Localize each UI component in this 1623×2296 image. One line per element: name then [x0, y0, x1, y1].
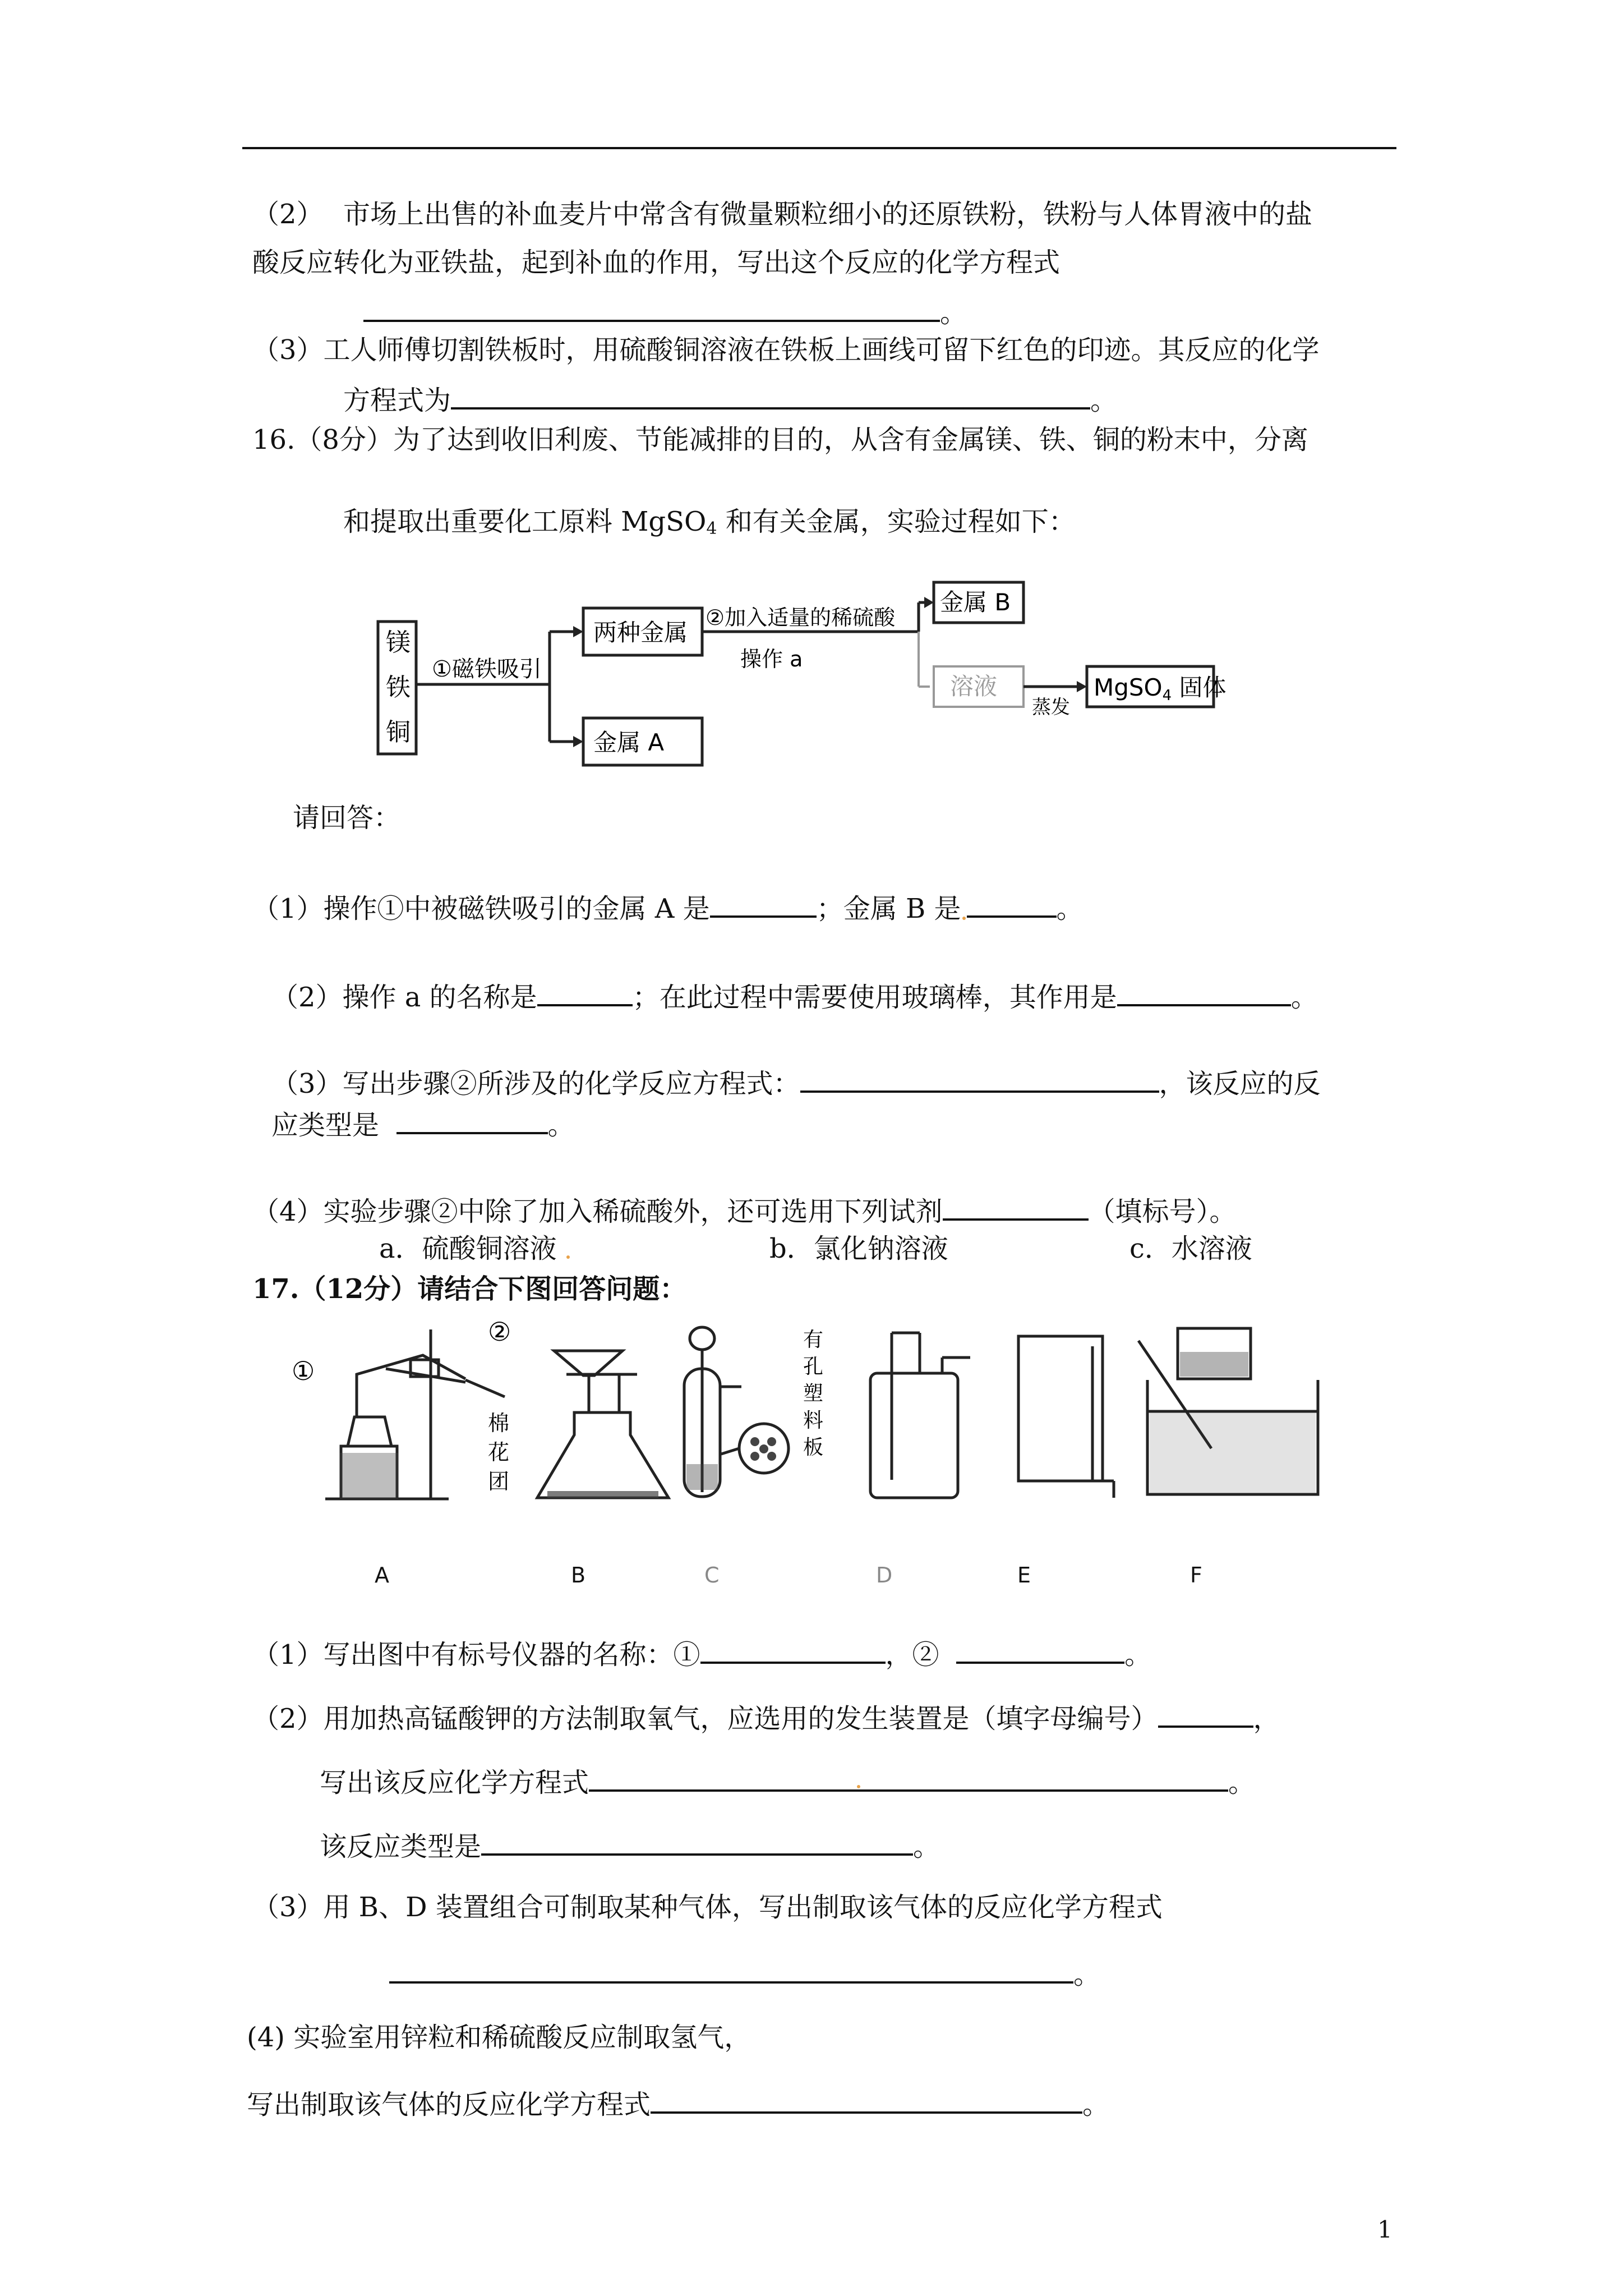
q17-sub2-line2: 写出该反应化学方程式 。	[320, 1761, 1255, 1801]
q16-option-c: c．水溶液	[1129, 1233, 1252, 1264]
q16-sub1: （1）操作①中被磁铁吸引的金属 A 是 ；金属 B 是 。	[252, 887, 1083, 927]
q17-sub1: （1）写出图中有标号仪器的名称：① ，② 。	[252, 1634, 1151, 1673]
flow-evaporate: 蒸发	[1032, 696, 1070, 719]
plate-label-5: 板	[803, 1436, 824, 1459]
q15-part3-line1: （3）工人师傅切割铁板时，用硫酸铜溶液在铁板上画线可留下红色的印迹。其反应的化学	[252, 334, 1320, 366]
q17-apparatus-figure	[280, 1313, 1324, 1526]
q15-part2-line2: 酸反应转化为亚铁盐，起到补血的作用，写出这个反应的化学方程式	[252, 247, 1061, 278]
q15-part2-answer-line: 。	[363, 292, 967, 331]
flow-two-metals: 两种金属	[593, 619, 688, 646]
plate-label-1: 有	[803, 1328, 824, 1351]
q17-sub3-answer-line: 。	[389, 1953, 1100, 1993]
q16-option-b: b．氯化钠溶液	[769, 1233, 948, 1264]
q16-intro: 和提取出重要化工原料 MgSO$_4$ 和有关金属，实验过程如下：	[343, 506, 1076, 539]
flow-start-2: 铁	[386, 673, 411, 702]
q15-part3-line2: 方程式为 。	[343, 379, 1117, 418]
caption-d: D	[876, 1563, 893, 1588]
plate-label-2: 孔	[803, 1355, 824, 1378]
plate-label-3: 塑	[803, 1382, 824, 1405]
apparatus-label-1: ①	[292, 1356, 315, 1386]
q17-sub2-line3: 该反应类型是 。	[320, 1825, 940, 1865]
q16-flowchart	[370, 567, 1245, 791]
apparatus-label-2: ②	[488, 1317, 511, 1347]
flow-product: MgSO4 固体	[1094, 674, 1227, 704]
q17-sub2-line1: （2）用加热高锰酸钾的方法制取氧气，应选用的发生装置是（填字母编号） ，	[252, 1697, 1280, 1737]
flow-solution: 溶液	[950, 673, 998, 700]
q16-heading: 16.（8分）为了达到收旧利废、节能减排的目的，从含有金属镁、铁、铜的粉末中，分离	[252, 424, 1308, 455]
q17-sub3-line1: （3）用 B、D 装置组合可制取某种气体，写出制取该气体的反应化学方程式	[252, 1892, 1163, 1923]
cotton-label-3: 团	[488, 1469, 510, 1494]
q16-sub3-line1: （3）写出步骤②所涉及的化学反应方程式： ，该反应的反	[271, 1062, 1321, 1102]
q16-answer-prompt: 请回答：	[293, 802, 401, 834]
flow-op-a: 操作 a	[740, 647, 803, 671]
q16-sub4: （4）实验步骤②中除了加入稀硫酸外，还可选用下列试剂 （填标号）。	[252, 1190, 1237, 1230]
caption-b: B	[571, 1563, 586, 1588]
plate-label-4: 料	[803, 1409, 824, 1432]
q16-sub2: （2）操作 a 的名称是 ；在此过程中需要使用玻璃棒，其作用是 。	[271, 976, 1318, 1015]
cotton-label-2: 花	[488, 1440, 510, 1465]
q15-part2-number: （2）	[252, 199, 324, 230]
caption-c: C	[704, 1563, 720, 1588]
flow-start-1: 镁	[386, 628, 411, 657]
page-number: 1	[1377, 2216, 1393, 2243]
q17-sub4-line2: 写出制取该气体的反应化学方程式 。	[247, 2083, 1109, 2123]
flow-step1: ①磁铁吸引	[432, 656, 542, 682]
cotton-label-1: 棉	[488, 1411, 510, 1435]
flow-step2: ②加入适量的稀硫酸	[706, 605, 896, 630]
caption-e: E	[1017, 1563, 1031, 1588]
q16-sub3-line2: 应类型是 。	[271, 1104, 575, 1143]
q17-heading: 17.（12分）请结合下图回答问题：	[252, 1273, 687, 1305]
flow-metal-a: 金属 A	[593, 729, 665, 756]
caption-a: A	[375, 1563, 389, 1588]
q16-option-a: a．硫酸铜溶液	[379, 1233, 557, 1264]
q17-sub4-line1: (4) 实验室用锌粒和稀硫酸反应制取氢气，	[247, 2022, 751, 2053]
flow-start-3: 铜	[386, 718, 411, 747]
caption-f: F	[1190, 1563, 1202, 1588]
q15-part2-line1: 市场上出售的补血麦片中常含有微量颗粒细小的还原铁粉，铁粉与人体胃液中的盐	[343, 199, 1313, 230]
header-rule	[242, 147, 1396, 149]
flow-metal-b: 金属 B	[940, 588, 1011, 616]
